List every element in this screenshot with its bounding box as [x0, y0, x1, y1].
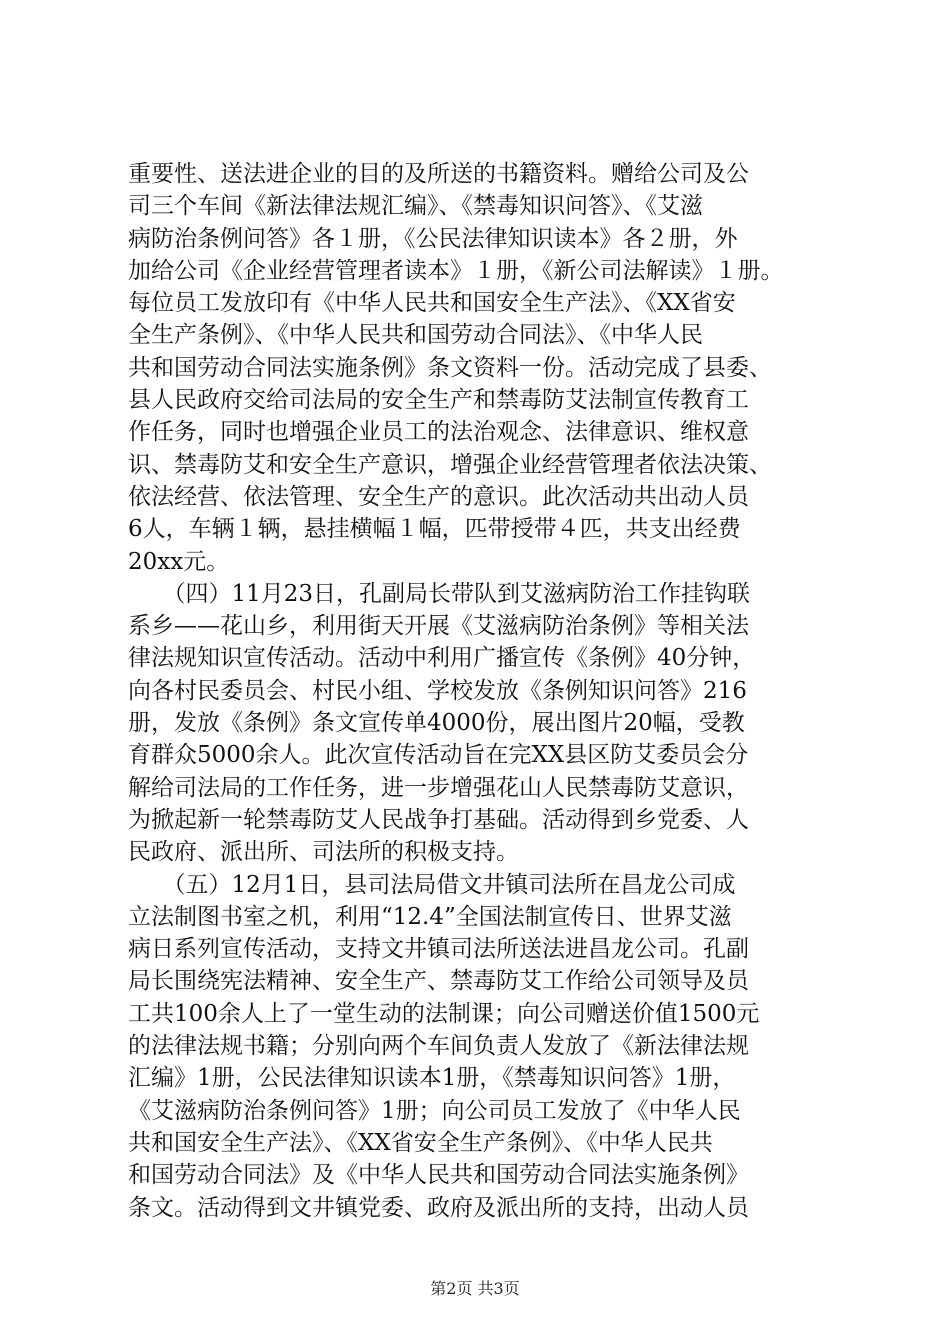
text-line: 局长围绕宪法精神、安全生产、禁毒防艾工作给公司领导及员	[128, 968, 749, 995]
text-line: 工共100余人上了一堂生动的法制课；向公司赠送价值1500元	[128, 1000, 760, 1027]
page-footer: 第2页 共3页	[430, 1279, 520, 1298]
text-line: 解给司法局的工作任务，进一步增强花山人民禁毒防艾意识，	[128, 774, 749, 801]
text-line: 《艾滋病防治条例问答》1册；向公司员工发放了《中华人民	[128, 1097, 741, 1124]
text-line: 加给公司《企业经营管理者读本》１册，《新公司法解读》１册。	[128, 257, 784, 284]
text-line: 20xx元。	[128, 548, 230, 575]
text-line: （四）11月23日，孔副局长带队到艾滋病防治工作挂钩联	[128, 580, 751, 607]
text-line: 汇编》1册，公民法律知识读本1册，《禁毒知识问答》1册，	[128, 1065, 736, 1092]
text-line: 民政府、派出所、司法所的积极支持。	[128, 839, 519, 866]
document-body	[128, 158, 843, 1224]
text-line: 共和国安全生产法》、《XX省安全生产条例》、《中华人民共	[128, 1129, 713, 1156]
text-line: 向各村民委员会、村民小组、学校发放《条例知识问答》216	[128, 677, 747, 704]
text-line: 系乡——花山乡，利用街天开展《艾滋病防治条例》等相关法	[128, 613, 749, 640]
text-line: 6人，车辆１辆，悬挂横幅１幅，匹带授带４匹，共支出经费	[128, 516, 741, 543]
text-line: 县人民政府交给司法局的安全生产和禁毒防艾法制宣传教育工	[128, 387, 749, 414]
text-line: 条文。活动得到文井镇党委、政府及派出所的支持，出动人员	[128, 1194, 749, 1221]
text-line: 作任务，同时也增强企业员工的法治观念、法律意识、维权意	[128, 419, 749, 446]
text-line: 病日系列宣传活动，支持文井镇司法所送法进昌龙公司。孔副	[128, 936, 749, 963]
text-line: 册，发放《条例》条文宣传单4000份，展出图片20幅，受教	[128, 710, 745, 737]
text-line: 依法经营、依法管理、安全生产的意识。此次活动共出动人员	[128, 483, 749, 510]
text-line: 每位员工发放印有《中华人民共和国安全生产法》、《XX省安	[128, 290, 736, 317]
text-line: 司三个车间《新法律法规汇编》、《禁毒知识问答》、《艾滋	[128, 193, 703, 220]
text-line: 和国劳动合同法》及《中华人民共和国劳动合同法实施条例》	[128, 1162, 749, 1189]
text-line: 的法律法规书籍；分别向两个车间负责人发放了《新法律法规	[128, 1033, 749, 1060]
text-line: 育群众5000余人。此次宣传活动旨在完XX县区防艾委员会分	[128, 742, 749, 769]
text-line: 共和国劳动合同法实施条例》条文资料一份。活动完成了县委、	[128, 354, 772, 381]
text-line: 立法制图书室之机，利用“12.4”全国法制宣传日、世界艾滋	[128, 903, 732, 930]
text-line: 为掀起新一轮禁毒防艾人民战争打基础。活动得到乡党委、人	[128, 806, 749, 833]
text-line: 律法规知识宣传活动。活动中利用广播宣传《条例》40分钟，	[128, 645, 756, 672]
text-line: （五）12月1日，县司法局借文井镇司法所在昌龙公司成	[128, 871, 736, 898]
text-line: 全生产条例》、《中华人民共和国劳动合同法》、《中华人民	[128, 322, 703, 349]
text-line: 重要性、送法进企业的目的及所送的书籍资料。赠给公司及公	[128, 161, 749, 187]
text-line: 识、禁毒防艾和安全生产意识，增强企业经营管理者依法决策、	[128, 451, 772, 478]
text-line: 病防治条例问答》各１册，《公民法律知识读本》各２册，外	[128, 225, 738, 252]
